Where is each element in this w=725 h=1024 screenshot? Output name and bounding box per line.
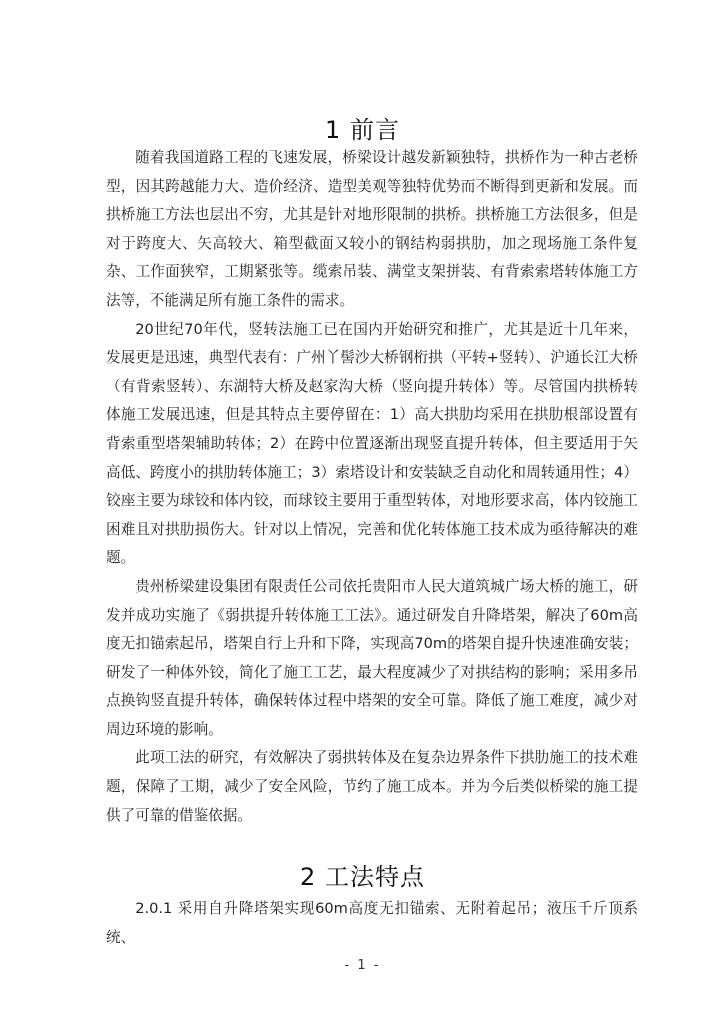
paragraph: 2.0.1 采用自升降塔架实现60m高度无扣锚索、无附着起吊；液压千斤顶系统、 [106, 900, 638, 946]
paragraph: 贵州桥梁建设集团有限责任公司依托贵阳市人民大道筑城广场大桥的施工，研发并成功实施了《弱拱提升转体施工工法》。通过研发自升降塔架，解决了60m高度无扣锚索起吊，塔架自行上升和下降，实现高70m的塔架自提升快速准确安装；研发了一种体外铰，简化了施工工艺，最大程度减少了对拱结构的影响；采用多吊点换钩竖直提升转体，确保转体过程中塔架的安全可靠。降低了施工难度，减少对周边环境的影响。 [106, 577, 638, 738]
section-title-features: 2 工法特点 [300, 863, 425, 891]
paragraph: 随着我国道路工程的飞速发展，桥梁设计越发新颖独特，拱桥作为一种古老桥型，因其跨越能力大、造价经济、造型美观等独特优势而不断得到更新和发展。而拱桥施工方法也层出不穷，尤其是针对地形限制的拱桥。拱桥施工方法很多，但是对于跨度大、矢高较大、箱型截面又较小的钢结构弱拱肋，加之现场施工条件复杂、工作面狭窄，工期紧张等。缆索吊装、满堂支架拼装、有背索索塔转体施工方法等，不能满足所有施工条件的需求。 [106, 149, 638, 309]
paragraph: 20世纪70年代，竖转法施工已在国内开始研究和推广，尤其是近十几年来，发展更是迅速，典型代表有：广州丫髻沙大桥钢桁拱（平转+竖转）、沪通长江大桥（有背索竖转）、东湖特大桥及赵家沟大桥（竖向提升转体）等。尽管国内拱桥转体施工发展迅速，但是其特点主要停留在：1）高大拱肋均采用在拱肋根部设置有背索重型塔架辅助转体；2）在跨中位置逐渐出现竖直提升转体，但主要适用于矢高低、跨度小的拱肋转体施工；3）索塔设计和安装缺乏自动化和周转通用性；4）铰座主要为球铰和体内铰，而球铰主要用于重型转体，对地形要求高，体内铰施工困难且对拱肋损伤大。针对以上情况，完善和优化转体施工技术成为亟待解决的难题。 [106, 320, 638, 567]
paragraph: 此项工法的研究，有效解决了弱拱转体及在复杂边界条件下拱肋施工的技术难题，保障了工期，减少了安全风险，节约了施工成本。并为今后类似桥梁的施工提供了可靠的借鉴依据。 [106, 749, 638, 824]
page-number: - 1 - [344, 958, 381, 973]
section-title-preface: 1 前言 [325, 116, 400, 144]
features-body [106, 895, 638, 952]
preface-body [106, 144, 638, 830]
